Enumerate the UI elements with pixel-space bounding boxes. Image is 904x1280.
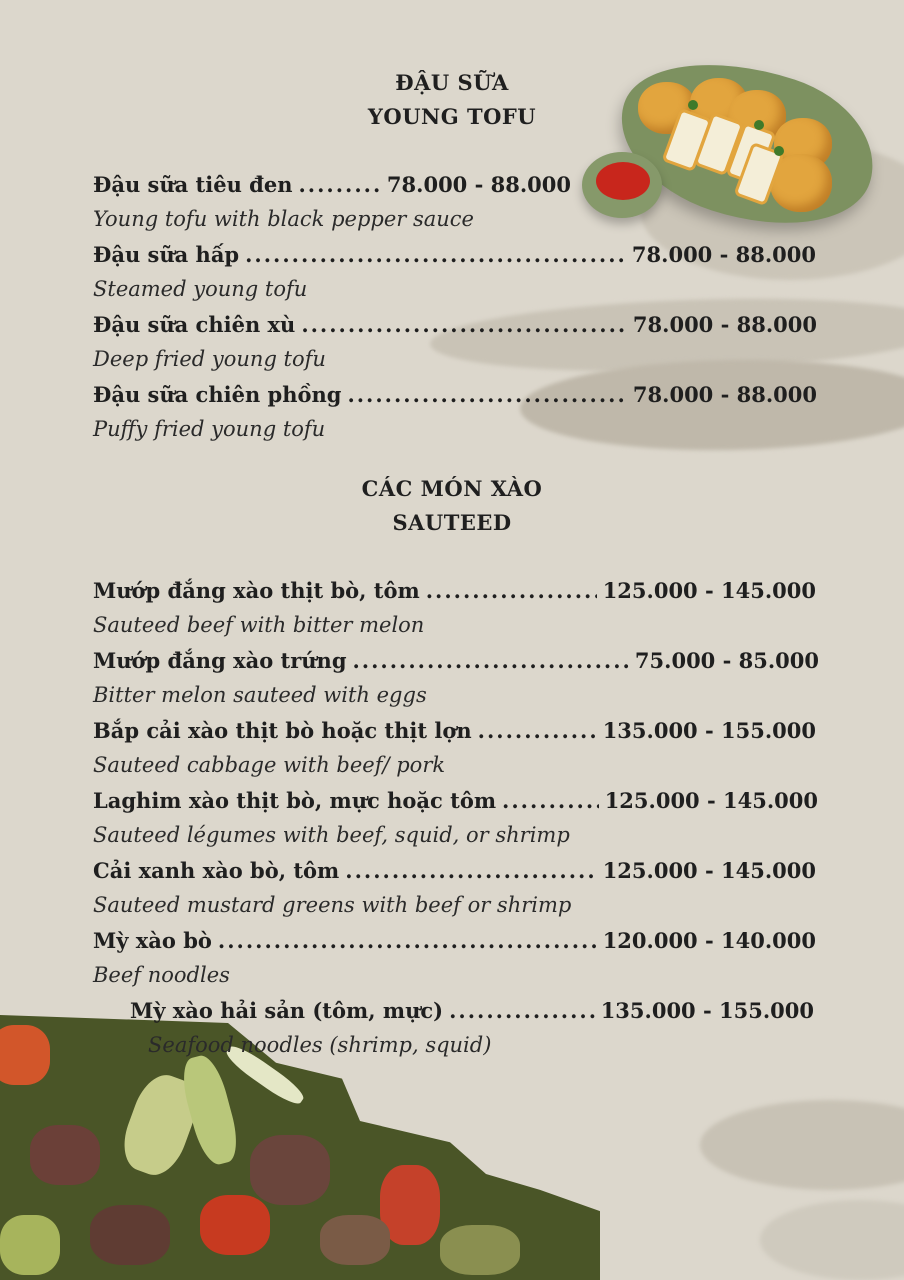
item-english: Puffy fried young tofu: [93, 417, 326, 441]
menu-item: [93, 718, 816, 743]
menu-item: [93, 788, 818, 813]
leader-dots: [426, 578, 597, 603]
brush-stroke: [760, 1200, 904, 1280]
item-name: Đậu sữa chiên phồng: [93, 382, 342, 407]
item-name: Laghim xào thịt bò, mực hoặc tôm: [93, 788, 497, 813]
item-english: Beef noodles: [93, 963, 230, 987]
section-title-vi: ĐẬU SỮA: [395, 70, 509, 95]
leader-dots: [301, 312, 627, 337]
item-name: Mướp đắng xào thịt bò, tôm: [93, 578, 420, 603]
item-name: Mỳ xào hải sản (tôm, mực): [130, 998, 444, 1023]
item-price: 125.000 - 145.000: [602, 858, 816, 883]
menu-item: [93, 928, 816, 953]
menu-item: [93, 312, 817, 337]
item-price: 78.000 - 88.000: [386, 172, 571, 197]
leader-dots: [245, 242, 626, 267]
leader-dots: [478, 718, 597, 743]
menu-item: [93, 382, 817, 407]
item-english: Young tofu with black pepper sauce: [93, 207, 474, 231]
item-price: 135.000 - 155.000: [600, 998, 814, 1023]
item-name: Đậu sữa chiên xù: [93, 312, 296, 337]
leader-dots: [347, 382, 626, 407]
item-name: Cải xanh xào bò, tôm: [93, 858, 340, 883]
menu-item: [93, 172, 571, 197]
item-english: Seafood noodles (shrimp, squid): [148, 1033, 492, 1057]
section-title-vi: CÁC MÓN XÀO: [361, 476, 543, 501]
item-price: 75.000 - 85.000: [634, 648, 819, 673]
item-english: Sauteed cabbage with beef/ pork: [93, 753, 446, 777]
menu-item: [93, 578, 816, 603]
item-name: Đậu sữa hấp: [93, 242, 240, 267]
item-name: Đậu sữa tiêu đen: [93, 172, 293, 197]
menu-item: [130, 998, 814, 1023]
item-price: 78.000 - 88.000: [632, 382, 817, 407]
leader-dots: [345, 858, 596, 883]
menu-item: [93, 648, 819, 673]
leader-dots: [298, 172, 380, 197]
leader-dots: [218, 928, 597, 953]
item-english: Steamed young tofu: [93, 277, 308, 301]
item-price: 78.000 - 88.000: [631, 242, 816, 267]
leader-dots: [502, 788, 599, 813]
leader-dots: [353, 648, 629, 673]
item-english: Bitter melon sauteed with eggs: [93, 683, 427, 707]
item-name: Mướp đắng xào trứng: [93, 648, 347, 673]
item-english: Sauteed beef with bitter melon: [93, 613, 425, 637]
item-price: 125.000 - 145.000: [602, 578, 816, 603]
brush-stroke: [700, 1100, 904, 1190]
section-title-en: SAUTEED: [392, 510, 512, 535]
item-price: 135.000 - 155.000: [602, 718, 816, 743]
item-english: Sauteed légumes with beef, squid, or shrimp: [93, 823, 570, 847]
item-english: Deep fried young tofu: [93, 347, 326, 371]
item-name: Bắp cải xào thịt bò hoặc thịt lợn: [93, 718, 472, 743]
item-price: 125.000 - 145.000: [604, 788, 818, 813]
item-price: 78.000 - 88.000: [632, 312, 817, 337]
item-price: 120.000 - 140.000: [602, 928, 816, 953]
section-title-en: YOUNG TOFU: [367, 104, 537, 129]
item-english: Sauteed mustard greens with beef or shrimp: [93, 893, 572, 917]
menu-item: [93, 242, 816, 267]
leader-dots: [449, 998, 595, 1023]
item-name: Mỳ xào bò: [93, 928, 212, 953]
menu-item: [93, 858, 816, 883]
